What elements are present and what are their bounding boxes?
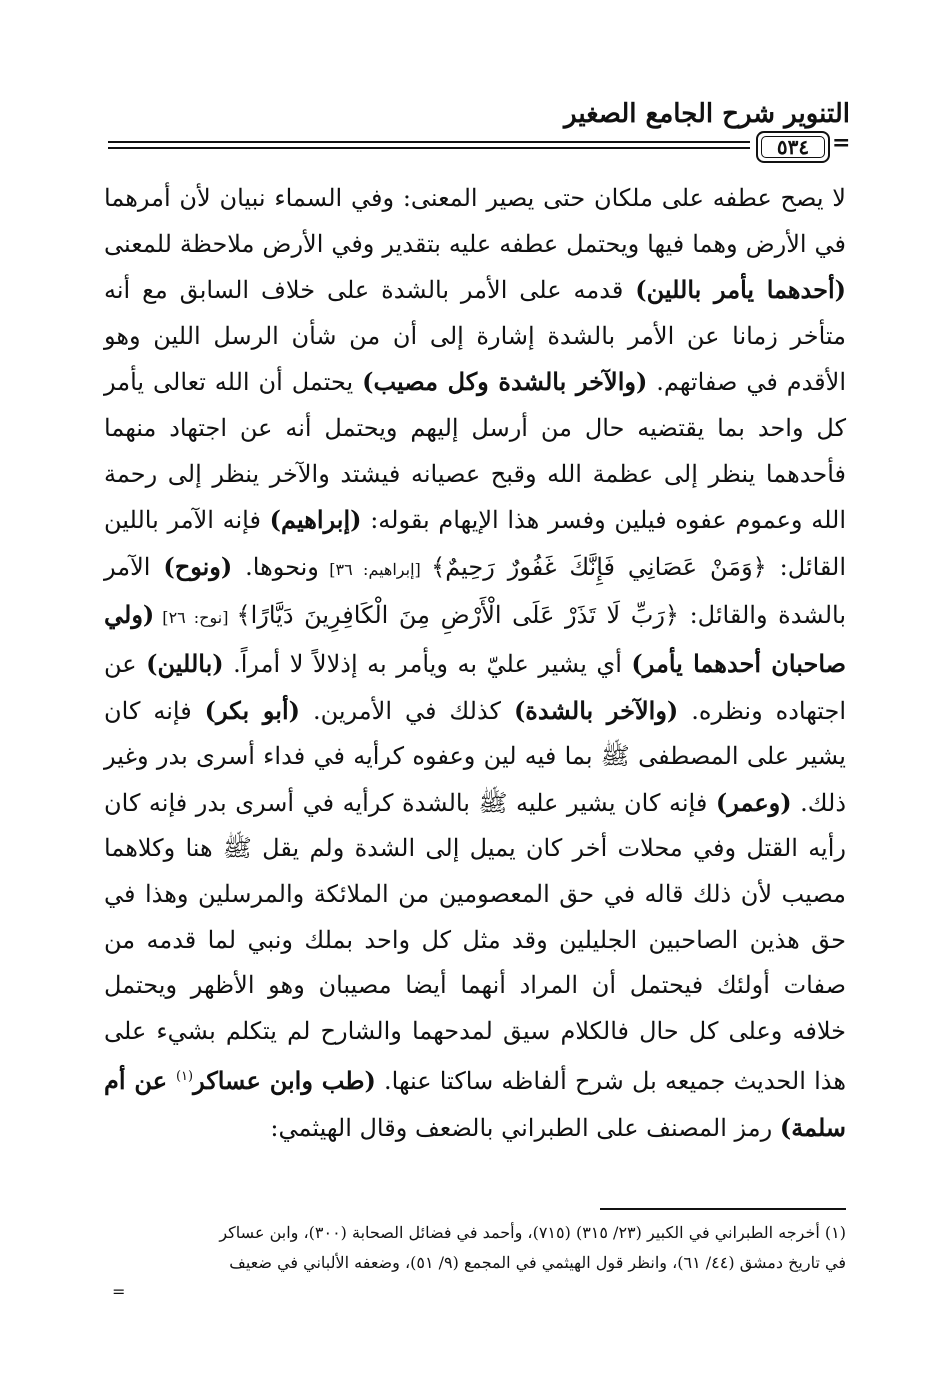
text-run: فإنه كان يشير عليه ﷺ بالشدة كرأيه في أسرى بدر فإنه كان رأيه القتل وفي محلات أخر كان يميل إلى الشدة ولم يقل ﷺ هنا وكلاهما مصيب لأن ذلك قاله في حق المعصومين من الملائكة والمرسلين وهذا في حق هذين الصاحبين الجليلين وقد مثل كل واحد بملك ونبي لما قدمه من صفات أولئك فيحتمل أن المراد أنهما أيضا مصيبان وهو الأظهر ويحتمل خلافه وعلى كل حال فالكلام سيق لمدحهما والشارح لم يتكلم بشيء على هذا الحديث جميعه بل شرح ألفاظه ساكتا عنها. — [104, 788, 846, 1096]
page-mark: = — [832, 130, 851, 156]
text-run: ونحوها. — [232, 552, 319, 581]
matn-phrase: (إبراهيم) — [269, 505, 362, 535]
matn-phrase: (أحدهما يأمر باللين) — [635, 275, 847, 305]
text-run: لا يصح عطفه على ملكان حتى يصير المعنى: وفي السماء نبيان لأن أمرهما في الأرض وهما فيها ويحتمل عطفه عليه بتقدير وفي الأرض ملاحظة للمعنى — [104, 184, 846, 258]
matn-phrase: (أبو بكر) — [204, 695, 300, 725]
text-run: الآمر بالشدة والقائل: — [104, 552, 847, 630]
page-number: ٥٣٤ — [776, 135, 810, 159]
matn-phrase: (طب وابن عساكر — [193, 1066, 376, 1096]
main-text — [104, 176, 846, 1151]
footnotes — [104, 1218, 846, 1278]
matn-phrase: (ونوح) — [163, 551, 233, 581]
matn-phrase: (والآخر بالشدة وكل مصيب) — [362, 367, 648, 397]
footnote-marker[interactable]: (١) — [175, 1069, 194, 1085]
body-paragraph — [104, 176, 846, 1151]
text-run: يحتمل أن الله تعالى يأمر كل واحد بما يقتضيه حال من أرسل إليهم ويحتمل أنه عن اجتهاد منهما فأحدهما ينظر إلى عظمة الله وقبح عصيانه فيشتد والآخر ينظر إلى رحمة الله وعموم عفوه فيلين وفسر هذا الإيهام بقوله: — [104, 368, 846, 535]
header-rule-top — [108, 141, 750, 143]
footnote-line: (١) أخرجه الطبراني في الكبير (٢٣/ ٣١٥) (٧١٥)، وأحمد في فضائل الصحابة (٣٠٠)، وابن عساكر — [219, 1223, 846, 1242]
matn-phrase: (باللين) — [146, 648, 224, 678]
text-run: فإنه كان يشير على المصطفى ﷺ بما فيه لين وعفوه كرأيه في فداء أسرى بدر وغير ذلك. — [104, 696, 847, 817]
text-run: رمز المصنف على الطبراني بالضعف وقال الهيثمي: — [270, 1113, 780, 1142]
text-run: عن اجتهاده ونظره. — [104, 649, 847, 725]
verse-reference: [نوح: ٢٦] — [154, 608, 237, 628]
page-number-box — [756, 131, 830, 163]
footnote-line: في تاريخ دمشق (٤٤/ ٦١)، وانظر قول الهيثمي في المجمع (٩/ ٥١)، وضعفه الألباني في ضعيف — [229, 1253, 846, 1272]
quran-verse: ﴿رَبِّ لَا تَذَرْ عَلَى الْأَرْضِ مِنَ الْكَافِرِينَ دَيَّارًا﴾ — [236, 601, 679, 630]
matn-phrase: عن أم سلمة) — [104, 1066, 846, 1142]
footnote-separator — [600, 1208, 846, 1210]
running-title: التنوير شرح الجامع الصغير — [564, 99, 850, 129]
text-run: كذلك في الأمرين. — [299, 696, 514, 725]
text-run: أي يشير عليّ به ويأمر به إذلالاً لا أمراً. — [223, 649, 632, 678]
matn-phrase: (ولي صاحبان أحدهما يأمر) — [104, 600, 847, 678]
header-rule-bottom — [108, 147, 750, 149]
text-run: فإنه الآمر باللين القائل: — [104, 506, 847, 581]
quran-verse: ﴿وَمَنْ عَصَانِي فَإِنَّكَ غَفُورٌ رَحِيمٌ﴾ — [431, 552, 767, 581]
verse-reference: [إبراهيم: ٣٦] — [318, 559, 432, 579]
text-run: قدمه على الأمر بالشدة على خلاف السابق مع أنه متأخر زمانا عن الأمر بالشدة إشارة إلى أن من شأن الرسل اللين وهو الأقدم في صفاتهم. — [104, 276, 847, 397]
matn-phrase: (والآخر بالشدة) — [513, 695, 679, 725]
matn-phrase: (وعمر) — [715, 787, 792, 817]
continuation-mark: = — [112, 1282, 126, 1301]
